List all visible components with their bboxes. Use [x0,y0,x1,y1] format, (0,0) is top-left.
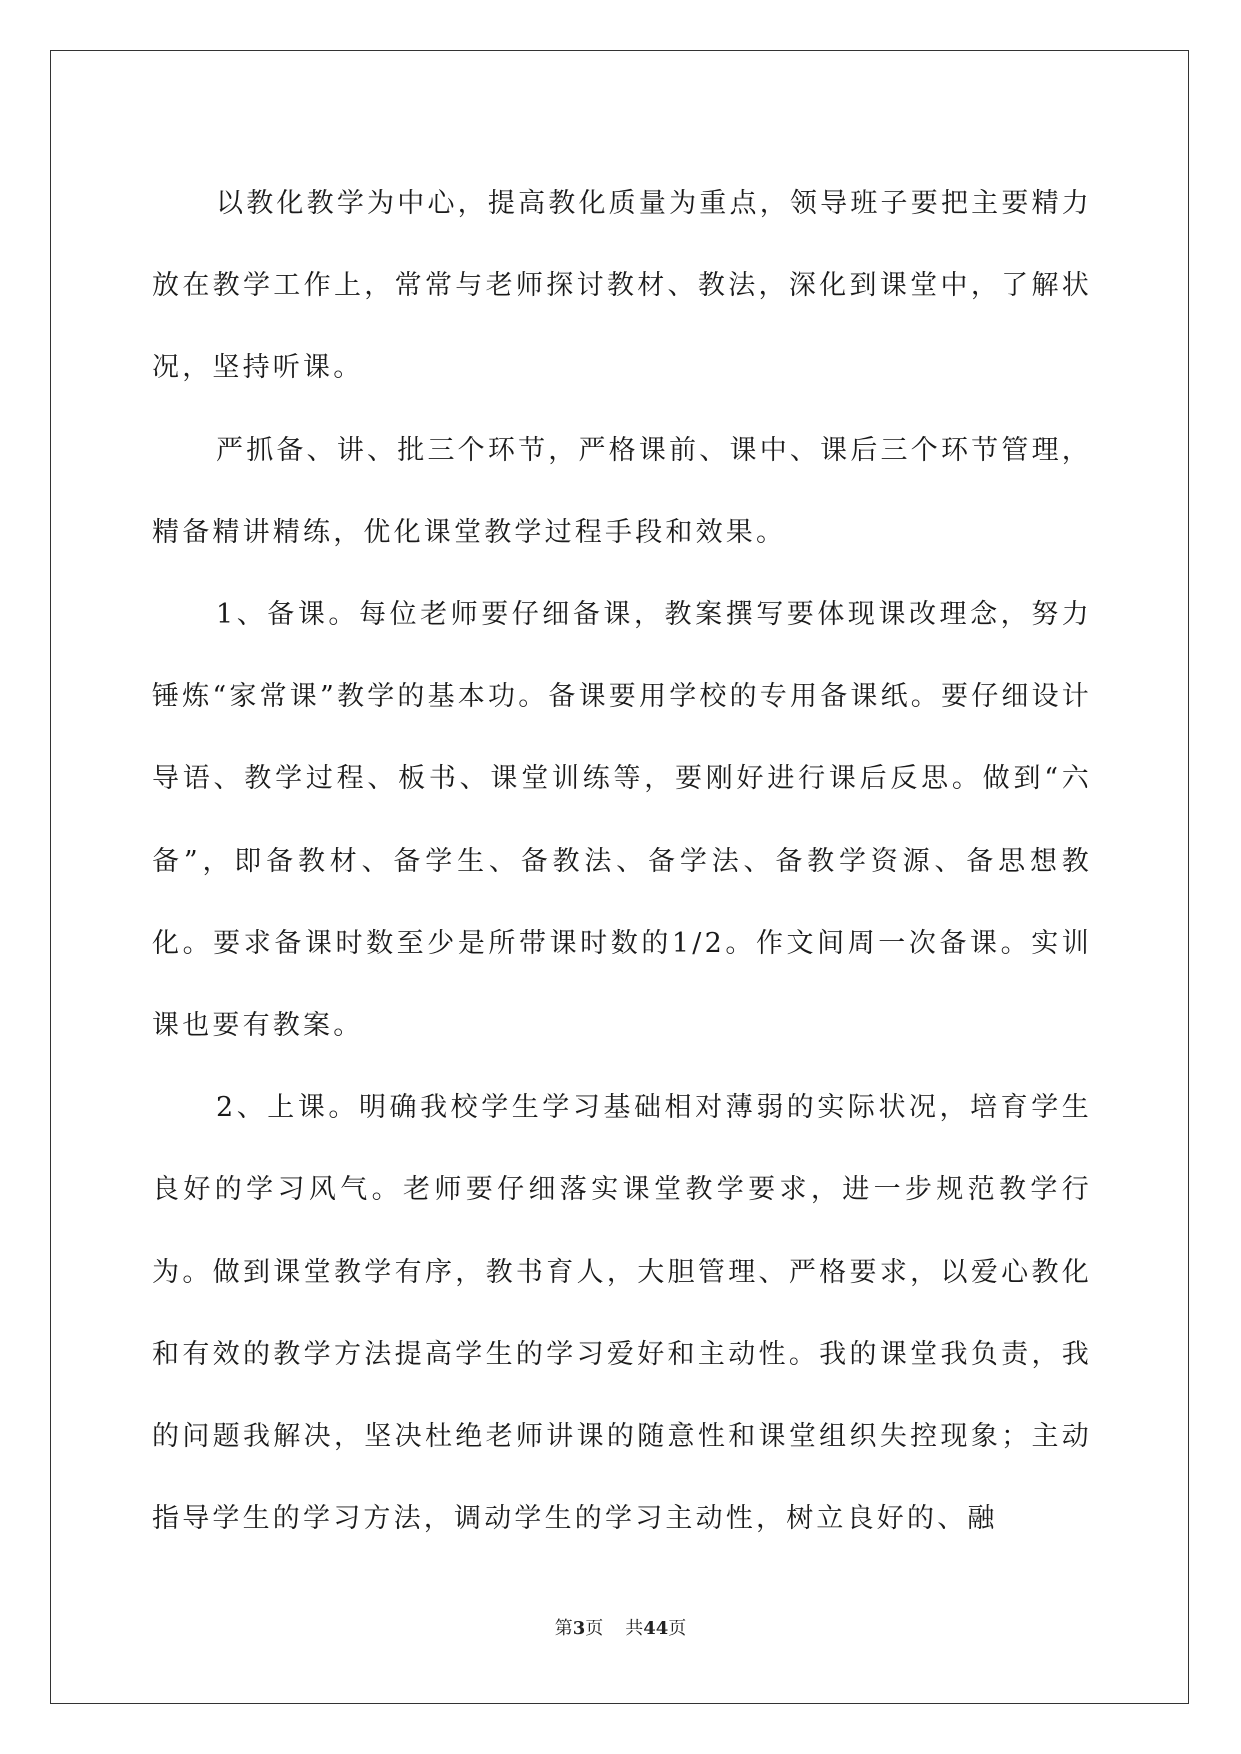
total-prefix: 共 [625,1618,644,1639]
page-number: 3 [572,1618,586,1639]
page-footer [0,1617,1241,1641]
total-suffix: 页 [668,1618,687,1639]
total-pages: 44 [643,1618,669,1639]
paragraph-1: 以教化教学为中心，提高教化质量为重点，领导班子要把主要精力放在教学工作上，常常与老师探讨教材、教法，深化到课堂中，了解状况，坚持听课。 [152,188,1092,384]
paragraph-3: 1、备课。每位老师要仔细备课，教案撰写要体现课改理念，努力锤炼“家常课”教学的基本功。备课要用学校的专用备课纸。要仔细设计导语、教学过程、板书、课堂训练等，要刚好进行课后反思。做到“六备”，即备教材、备学生、备教法、备学法、备教学资源、备思想教化。要求备课时数至少是所带课时数的1/2。作文间周一次备课。实训课也要有教案。 [152,599,1093,1042]
document-body [152,163,1092,1560]
page-prefix: 第 [554,1618,573,1639]
paragraph-4: 2、上课。明确我校学生学习基础相对薄弱的实际状况，培育学生良好的学习风气。老师要仔细落实课堂教学要求，进一步规范教学行为。做到课堂教学有序，教书育人，大胆管理、严格要求，以爱心教化和有效的教学方法提高学生的学习爱好和主动性。我的课堂我负责，我的问题我解决，坚决杜绝老师讲课的随意性和课堂组织失控现象；主动指导学生的学习方法，调动学生的学习主动性，树立良好的、融 [152,1092,1092,1535]
page-suffix: 页 [585,1618,604,1639]
paragraph-2: 严抓备、讲、批三个环节，严格课前、课中、课后三个环节管理，精备精讲精练，优化课堂教学过程手段和效果。 [152,434,1092,548]
